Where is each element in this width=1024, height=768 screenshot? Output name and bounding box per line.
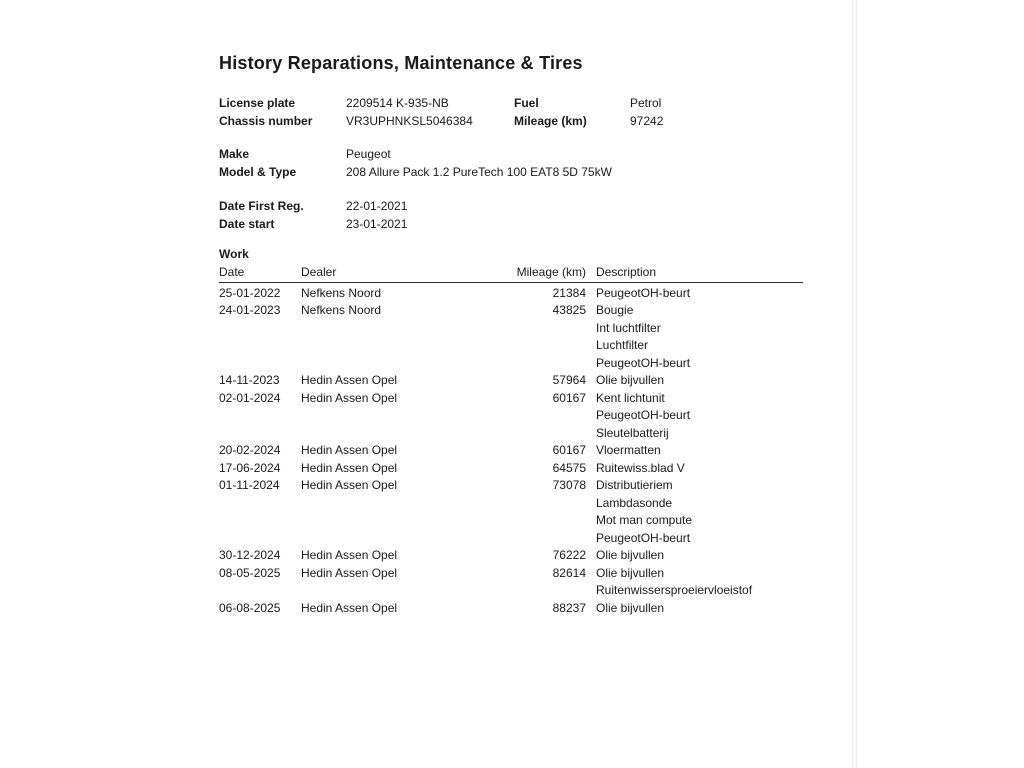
work-row-dealer: Hedin Assen Opel — [301, 443, 398, 457]
work-table-row — [219, 547, 803, 565]
work-row-mileage: 88237 — [552, 600, 586, 615]
work-row-mileage: 76222 — [552, 548, 586, 562]
work-table-row — [219, 390, 803, 443]
license-plate-value: 2209514 K-935-NB — [346, 96, 449, 110]
chassis-number-value: VR3UPHNKSL5046384 — [346, 113, 473, 128]
work-row-descriptions — [586, 565, 803, 600]
work-row-mileage: 43825 — [552, 303, 586, 317]
work-description-line: Olie bijvullen — [596, 373, 665, 387]
page-edge-divider — [852, 0, 857, 768]
work-description-line: Sleutelbatterij — [596, 425, 669, 440]
work-description-line: Lambdasonde — [596, 495, 673, 510]
fuel-value: Petrol — [630, 96, 662, 110]
work-row-dealer: Hedin Assen Opel — [301, 460, 398, 475]
work-row-date: 17-06-2024 — [219, 460, 281, 475]
work-row-descriptions — [586, 600, 803, 618]
chassis-number-label: Chassis number — [219, 113, 313, 128]
work-table-body — [219, 282, 803, 617]
work-row-descriptions — [586, 390, 803, 443]
page-title: History Reparations, Maintenance & Tires — [219, 53, 583, 73]
work-description-line: Mot man compute — [596, 513, 693, 527]
work-row-mileage: 60167 — [552, 390, 586, 405]
work-row-date: 30-12-2024 — [219, 548, 281, 562]
work-table-row — [219, 460, 803, 478]
work-description-line: PeugeotOH-beurt — [596, 355, 691, 370]
work-table-row — [219, 372, 803, 390]
work-row-mileage: 57964 — [552, 373, 586, 387]
work-row-dealer: Nefkens Noord — [301, 285, 382, 300]
vehicle-id-section — [219, 95, 803, 130]
work-table-row — [219, 477, 803, 547]
work-description-line: Kent lichtunit — [596, 390, 665, 405]
work-table-row — [219, 302, 803, 372]
work-description-line: Distributieriem — [596, 478, 673, 492]
work-table-row — [219, 282, 803, 302]
work-table-header-row — [219, 265, 803, 283]
work-row-descriptions — [586, 282, 803, 302]
work-table-row — [219, 600, 803, 618]
make-value: Peugeot — [346, 147, 391, 161]
make-model-section — [219, 146, 803, 181]
work-description-line: Vloermatten — [596, 443, 661, 457]
work-description-line: Int luchtfilter — [596, 320, 661, 335]
mileage-label: Mileage (km) — [514, 113, 587, 128]
model-type-value: 208 Allure Pack 1.2 PureTech 100 EAT8 5D 75kW — [346, 164, 612, 179]
work-row-descriptions — [586, 460, 803, 478]
work-row-date: 01-11-2024 — [219, 478, 280, 492]
work-row-dealer: Hedin Assen Opel — [301, 600, 398, 615]
work-description-line: Luchtfilter — [596, 338, 649, 352]
work-table-row — [219, 565, 803, 600]
work-row-descriptions — [586, 477, 803, 547]
mileage-value: 97242 — [630, 113, 664, 128]
work-row-mileage: 60167 — [552, 443, 586, 457]
date-start-label: Date start — [219, 216, 275, 231]
license-plate-label: License plate — [219, 96, 296, 110]
work-row-descriptions — [586, 302, 803, 372]
work-row-date: 02-01-2024 — [219, 390, 281, 405]
work-row-mileage: 82614 — [552, 565, 586, 580]
work-row-mileage: 21384 — [552, 285, 586, 300]
work-row-date: 24-01-2023 — [219, 303, 281, 317]
work-row-dealer: Hedin Assen Opel — [301, 548, 398, 562]
work-description-line: Bougie — [596, 303, 634, 317]
work-row-dealer: Hedin Assen Opel — [301, 373, 398, 387]
date-start-value: 23-01-2021 — [346, 216, 408, 231]
work-row-date: 20-02-2024 — [219, 443, 281, 457]
work-table — [219, 265, 803, 618]
work-description-line: Ruitenwissersproeiervloeistof — [596, 583, 753, 597]
work-row-date: 25-01-2022 — [219, 285, 281, 300]
work-row-date: 06-08-2025 — [219, 600, 281, 615]
work-row-dealer: Hedin Assen Opel — [301, 478, 398, 492]
column-header-description: Description — [586, 265, 803, 283]
work-row-date: 14-11-2023 — [219, 373, 280, 387]
date-first-reg-value: 22-01-2021 — [346, 199, 408, 213]
work-description-line: PeugeotOH-beurt — [596, 408, 691, 422]
work-row-dealer: Hedin Assen Opel — [301, 565, 398, 580]
work-row-dealer: Hedin Assen Opel — [301, 390, 398, 405]
work-description-line: Olie bijvullen — [596, 600, 665, 615]
dates-section — [219, 198, 803, 233]
work-row-descriptions — [586, 547, 803, 565]
work-description-line: PeugeotOH-beurt — [596, 530, 691, 545]
work-row-mileage: 64575 — [552, 460, 586, 475]
work-description-line: Olie bijvullen — [596, 548, 665, 562]
model-type-label: Model & Type — [219, 164, 297, 179]
column-header-date: Date — [219, 265, 301, 283]
work-row-dealer: Nefkens Noord — [301, 303, 382, 317]
work-table-row — [219, 442, 803, 460]
work-description-line: PeugeotOH-beurt — [596, 285, 691, 300]
make-label: Make — [219, 147, 250, 161]
work-description-line: Ruitewiss.blad V — [596, 460, 685, 475]
column-header-dealer: Dealer — [301, 265, 515, 283]
work-description-line: Olie bijvullen — [596, 565, 665, 580]
work-row-descriptions — [586, 372, 803, 390]
report-page — [219, 52, 803, 617]
work-section-heading: Work — [219, 247, 249, 261]
date-first-reg-label: Date First Reg. — [219, 199, 304, 213]
column-header-mileage: Mileage (km) — [515, 265, 586, 283]
work-row-date: 08-05-2025 — [219, 565, 281, 580]
fuel-label: Fuel — [514, 96, 539, 110]
work-row-descriptions — [586, 442, 803, 460]
work-row-mileage: 73078 — [552, 478, 586, 492]
